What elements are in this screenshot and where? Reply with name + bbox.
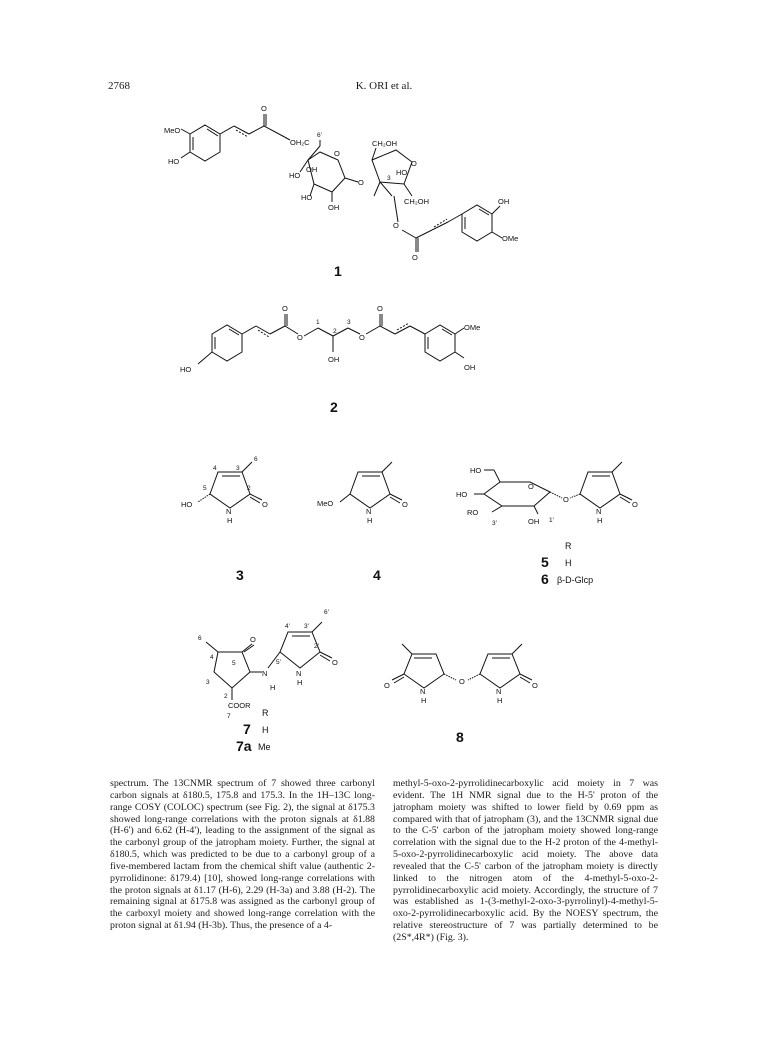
svg-text:CH₂OH: CH₂OH — [372, 139, 397, 148]
svg-text:N: N — [496, 687, 502, 696]
svg-text:5: 5 — [541, 554, 549, 570]
paragraph: spectrum. The 13CNMR spectrum of 7 showed three carbonyl carbon signals at δ180.5, 175.8 and 175.3. In the 1H–13C long-range COSY (COLOC) spectrum (see Fig. 2), the signal at δ175.3 showed long-range correlations with the proton signals at δ1.88 (H-6') and 6.62 (H-4'), leading to the assignment of the signal as the carbonyl group of the jatropham moiety. Further, the signal at δ180.5, which was predicted to be due to a carbonyl group of a five-membered lactam from the chemical shift value (authentic 2-pyrrolidinone: δ179.4) [10], showed long-range correlations with the proton signals at δ1.17 (H-6), 2.29 (H-3a) and 3.88 (H-2). The remaining signal at δ175.8 was assigned as the carbonyl group of the carboxyl moiety and showed long-range correlation with the proton signal at δ1.94 (H-3b). Thus, the presence of a 4- — [110, 778, 375, 932]
svg-text:6: 6 — [254, 456, 258, 463]
svg-text:HO: HO — [456, 490, 468, 499]
paragraph: methyl-5-oxo-2-pyrrolidinecarboxylic acid moiety in 7 was evident. The 1H NMR signal due to the H-5' proton of the jatropham moiety was shifted to lower field by 0.69 ppm as compared with that of jatropham (3), and the 13CNMR signal due to the C-5' carbon of the jatropham moiety showed long-range correlation with the signal due to the H-2 proton of the 4-methyl-5-oxo-2-pyrrolidinecarboxylic acid moiety. The above data revealed that the C-5' carbon of the jatropham moiety is directly linked to the nitrogen atom of the 4-methyl-5-oxo-2-pyrrolidinecarboxylic acid moiety. Accordingly, the structure of 7 was established as 1-(3-methyl-2-oxo-3-pyrrolinyl)-4-methyl-5-oxo-2-pyrrolidinecarboxylic acid. By the NOESY spectrum, the relative stereostructure of 7 was partially determined to be (2S*,4R*) (Fig. 3). — [393, 778, 658, 943]
svg-text:7a: 7a — [236, 738, 252, 754]
compound-label-3: 3 — [236, 567, 244, 583]
svg-text:O: O — [393, 221, 399, 230]
svg-text:R: R — [262, 708, 269, 718]
svg-text:2: 2 — [224, 693, 228, 700]
svg-text:H: H — [367, 516, 373, 525]
svg-text:MeO: MeO — [164, 126, 181, 135]
svg-text:6': 6' — [317, 132, 322, 139]
svg-text:OH: OH — [306, 165, 318, 174]
svg-text:5: 5 — [203, 485, 207, 492]
svg-text:O: O — [262, 500, 268, 509]
svg-text:7: 7 — [243, 721, 251, 737]
svg-text:7: 7 — [227, 713, 231, 720]
svg-text:2: 2 — [333, 328, 337, 335]
svg-text:3: 3 — [236, 465, 240, 472]
structure-compound-8 — [384, 644, 538, 745]
svg-text:H: H — [597, 516, 603, 525]
svg-text:3': 3' — [304, 623, 309, 630]
structure-compound-7 — [198, 609, 338, 720]
compound-label-8: 8 — [456, 729, 464, 745]
svg-text:OH: OH — [464, 363, 476, 372]
svg-text:O: O — [532, 681, 538, 690]
svg-text:N: N — [366, 507, 372, 516]
svg-text:4': 4' — [285, 623, 290, 630]
svg-text:OMe: OMe — [464, 323, 481, 332]
svg-text:O: O — [632, 500, 638, 509]
svg-text:OH: OH — [528, 517, 540, 526]
svg-text:O: O — [250, 635, 256, 644]
svg-text:2': 2' — [314, 643, 319, 650]
svg-text:H: H — [421, 696, 427, 705]
page-number: 2768 — [108, 80, 130, 92]
svg-text:1': 1' — [549, 517, 554, 524]
svg-text:O: O — [358, 178, 364, 187]
svg-text:N: N — [420, 687, 426, 696]
svg-text:OMe: OMe — [502, 234, 519, 243]
svg-text:HO: HO — [180, 365, 192, 374]
svg-text:CH₂OH: CH₂OH — [404, 197, 429, 206]
svg-text:O: O — [411, 159, 417, 168]
svg-text:COOR: COOR — [228, 701, 251, 710]
r-table-5-6 — [541, 541, 593, 587]
svg-text:H: H — [297, 678, 303, 687]
compound-label-2: 2 — [330, 399, 338, 415]
svg-text:O: O — [334, 149, 340, 158]
svg-text:HO: HO — [289, 171, 301, 180]
svg-text:O: O — [377, 304, 383, 313]
svg-text:O: O — [459, 677, 465, 686]
svg-text:6': 6' — [324, 609, 329, 616]
svg-text:N: N — [226, 507, 232, 516]
running-head: K. ORI et al. — [355, 80, 413, 92]
svg-text:MeO: MeO — [317, 499, 334, 508]
svg-text:5': 5' — [276, 659, 281, 666]
svg-text:H: H — [270, 683, 276, 692]
compound-label-1: 1 — [334, 263, 342, 279]
svg-text:H: H — [227, 516, 233, 525]
structure-compound-1 — [164, 104, 518, 279]
svg-text:O: O — [412, 253, 418, 262]
svg-text:1: 1 — [316, 319, 320, 326]
svg-text:O: O — [282, 304, 288, 313]
compound-label-4: 4 — [373, 567, 381, 583]
svg-text:OH: OH — [498, 197, 510, 206]
svg-text:N: N — [596, 507, 602, 516]
svg-text:Me: Me — [258, 742, 271, 752]
svg-text:O: O — [332, 658, 338, 667]
svg-text:H: H — [497, 696, 503, 705]
structure-compound-5-6 — [456, 462, 638, 527]
svg-text:O: O — [563, 495, 569, 504]
svg-text:N: N — [262, 669, 268, 678]
svg-text:O: O — [261, 104, 267, 113]
svg-text:OH: OH — [328, 203, 340, 212]
svg-text:HO: HO — [301, 193, 313, 202]
svg-text:H: H — [565, 558, 572, 568]
svg-text:OH: OH — [328, 355, 340, 364]
svg-text:3: 3 — [347, 319, 351, 326]
body-text-right-column — [393, 778, 658, 944]
svg-text:6: 6 — [198, 635, 202, 642]
svg-text:3': 3' — [492, 520, 497, 527]
svg-text:HO: HO — [181, 500, 193, 509]
structure-compound-2 — [180, 304, 480, 415]
svg-text:H: H — [262, 725, 269, 735]
svg-text:R: R — [565, 541, 572, 551]
svg-text:HO: HO — [470, 466, 482, 475]
svg-text:5: 5 — [232, 660, 236, 667]
svg-text:O: O — [297, 333, 303, 342]
svg-text:HO: HO — [396, 168, 408, 177]
svg-text:OH₂C: OH₂C — [290, 138, 310, 147]
svg-text:O: O — [359, 333, 365, 342]
svg-text:3: 3 — [206, 679, 210, 686]
svg-text:4: 4 — [213, 465, 217, 472]
svg-text:β-D-Glcp: β-D-Glcp — [557, 575, 594, 585]
structure-compound-4 — [317, 462, 408, 583]
svg-text:N: N — [296, 669, 302, 678]
svg-text:O: O — [384, 681, 390, 690]
body-text-left-column — [110, 778, 375, 932]
svg-text:O: O — [402, 500, 408, 509]
structure-compound-3 — [181, 456, 268, 583]
svg-text:6: 6 — [541, 571, 549, 587]
svg-text:3: 3 — [387, 175, 391, 182]
svg-text:2: 2 — [247, 485, 251, 492]
svg-text:O: O — [528, 482, 534, 491]
svg-text:RO: RO — [467, 508, 479, 517]
r-table-7 — [236, 708, 271, 754]
svg-text:4: 4 — [210, 654, 214, 661]
svg-text:HO: HO — [168, 157, 180, 166]
